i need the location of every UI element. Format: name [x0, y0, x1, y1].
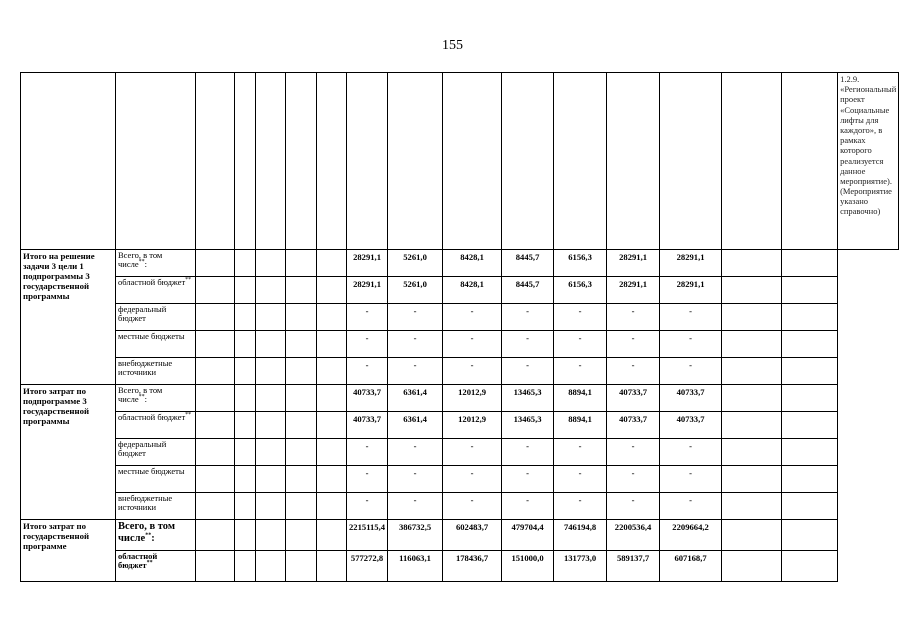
funding-source: [116, 520, 196, 551]
value-cell: -: [347, 466, 388, 493]
empty-cell: [317, 493, 347, 520]
empty-cell: [256, 439, 286, 466]
funding-source-suffix: :: [144, 394, 147, 405]
empty-cell: [782, 250, 838, 277]
empty-cell: [782, 439, 838, 466]
value-cell: 8445,7: [502, 250, 554, 277]
section-title: Итого на решение задачи 3 цели 1 подпрограммы 3 государственной программы: [21, 250, 116, 385]
table-row: [21, 250, 899, 277]
empty-cell: [782, 385, 838, 412]
value-cell: 602483,7: [443, 520, 502, 551]
value-cell: 2215115,4: [347, 520, 388, 551]
empty-cell: [256, 466, 286, 493]
empty-cell: [256, 331, 286, 358]
empty-cell: [388, 73, 443, 250]
empty-cell: [256, 73, 286, 250]
value-cell: -: [388, 466, 443, 493]
value-cell: -: [607, 304, 660, 331]
funding-source-label: областной бюджет: [118, 551, 158, 571]
funding-source: [116, 412, 196, 439]
funding-source-label: федеральный бюджет: [118, 439, 167, 459]
value-cell: 28291,1: [607, 277, 660, 304]
value-cell: 6361,4: [388, 412, 443, 439]
empty-cell: [235, 358, 256, 385]
value-cell: -: [607, 439, 660, 466]
value-cell: -: [388, 358, 443, 385]
value-cell: -: [443, 439, 502, 466]
funding-source: [116, 493, 196, 520]
value-cell: 28291,1: [660, 277, 722, 304]
value-cell: -: [607, 358, 660, 385]
value-cell: -: [443, 466, 502, 493]
value-cell: 589137,7: [607, 551, 660, 582]
empty-cell: [196, 358, 235, 385]
empty-cell: [782, 331, 838, 358]
empty-cell: [256, 250, 286, 277]
empty-cell: [317, 304, 347, 331]
empty-cell: [286, 466, 317, 493]
funding-source: [116, 551, 196, 582]
value-cell: -: [660, 466, 722, 493]
budget-table: [20, 72, 899, 582]
empty-cell: [286, 250, 317, 277]
value-cell: -: [443, 304, 502, 331]
empty-cell: [782, 73, 838, 250]
funding-source-label: областной бюджет: [118, 412, 186, 422]
value-cell: 28291,1: [660, 250, 722, 277]
funding-source-label: местные бюджеты: [118, 466, 185, 476]
empty-cell: [286, 331, 317, 358]
empty-cell: [235, 385, 256, 412]
empty-cell: [443, 73, 502, 250]
value-cell: -: [347, 304, 388, 331]
value-cell: 28291,1: [347, 250, 388, 277]
value-cell: -: [388, 439, 443, 466]
empty-cell: [722, 466, 782, 493]
table-row: [21, 551, 899, 582]
empty-cell: [196, 439, 235, 466]
funding-source-label: внебюджетные источники: [118, 493, 173, 513]
empty-cell: [722, 331, 782, 358]
empty-cell: [196, 520, 235, 551]
value-cell: -: [443, 331, 502, 358]
value-cell: 8894,1: [554, 412, 607, 439]
value-cell: 5261,0: [388, 250, 443, 277]
empty-cell: [256, 520, 286, 551]
funding-source: [116, 250, 196, 277]
empty-cell: [782, 358, 838, 385]
empty-cell: [286, 412, 317, 439]
empty-cell: [317, 439, 347, 466]
empty-cell: [196, 412, 235, 439]
value-cell: 479704,4: [502, 520, 554, 551]
value-cell: 40733,7: [660, 412, 722, 439]
value-cell: 6361,4: [388, 385, 443, 412]
value-cell: 116063,1: [388, 551, 443, 582]
empty-cell: [722, 304, 782, 331]
empty-cell: [317, 250, 347, 277]
value-cell: -: [443, 493, 502, 520]
value-cell: -: [660, 358, 722, 385]
value-cell: 2209664,2: [660, 520, 722, 551]
empty-cell: [722, 551, 782, 582]
value-cell: 13465,3: [502, 385, 554, 412]
empty-cell: [722, 520, 782, 551]
empty-cell: [235, 331, 256, 358]
empty-cell: [607, 73, 660, 250]
value-cell: -: [554, 304, 607, 331]
value-cell: -: [347, 358, 388, 385]
value-cell: -: [502, 358, 554, 385]
value-cell: -: [554, 439, 607, 466]
note-cell: 1.2.9. «Региональный проект «Социальные лифты для каждого», в рамках которого реализуется данное мероприятие). (Мероприятие указано справочно): [838, 73, 899, 250]
funding-source-label: местные бюджеты: [118, 331, 185, 341]
empty-cell: [235, 304, 256, 331]
empty-cell: [782, 466, 838, 493]
value-cell: 8428,1: [443, 277, 502, 304]
value-cell: 28291,1: [347, 277, 388, 304]
empty-cell: [722, 358, 782, 385]
empty-cell: [235, 551, 256, 582]
empty-cell: [21, 73, 116, 250]
empty-cell: [196, 466, 235, 493]
value-cell: 151000,0: [502, 551, 554, 582]
value-cell: -: [388, 304, 443, 331]
empty-cell: [235, 439, 256, 466]
funding-source: [116, 358, 196, 385]
value-cell: 6156,3: [554, 277, 607, 304]
empty-cell: [347, 73, 388, 250]
empty-cell: [286, 551, 317, 582]
value-cell: 5261,0: [388, 277, 443, 304]
empty-cell: [317, 331, 347, 358]
value-cell: 8445,7: [502, 277, 554, 304]
empty-cell: [722, 73, 782, 250]
value-cell: 607168,7: [660, 551, 722, 582]
value-cell: 386732,5: [388, 520, 443, 551]
empty-cell: [196, 551, 235, 582]
empty-cell: [722, 493, 782, 520]
empty-cell: [782, 520, 838, 551]
value-cell: -: [347, 493, 388, 520]
value-cell: 2200536,4: [607, 520, 660, 551]
empty-cell: [722, 412, 782, 439]
value-cell: 40733,7: [660, 385, 722, 412]
empty-cell: [317, 520, 347, 551]
value-cell: -: [607, 331, 660, 358]
empty-cell: [256, 304, 286, 331]
value-cell: -: [660, 331, 722, 358]
empty-cell: [502, 73, 554, 250]
funding-source-label: Всего, в том числе: [118, 521, 175, 545]
footnote-mark: **: [138, 259, 145, 266]
footnote-mark: **: [185, 412, 192, 419]
funding-source-label: внебюджетные источники: [118, 358, 173, 378]
value-cell: -: [502, 439, 554, 466]
table-row: [21, 439, 899, 466]
footnote-mark: **: [138, 394, 145, 401]
value-cell: 8894,1: [554, 385, 607, 412]
empty-cell: [256, 385, 286, 412]
continuation-row: [21, 73, 899, 250]
funding-source-label: областной бюджет: [118, 277, 186, 287]
funding-source-label: Всего, в том числе: [118, 250, 163, 270]
table-row: [21, 358, 899, 385]
value-cell: 40733,7: [347, 412, 388, 439]
value-cell: -: [554, 493, 607, 520]
empty-cell: [722, 385, 782, 412]
empty-cell: [286, 493, 317, 520]
empty-cell: [286, 520, 317, 551]
empty-cell: [722, 439, 782, 466]
value-cell: -: [443, 358, 502, 385]
funding-source-suffix: :: [151, 533, 155, 545]
empty-cell: [235, 493, 256, 520]
empty-cell: [317, 551, 347, 582]
table-row: [21, 385, 899, 412]
value-cell: 178436,7: [443, 551, 502, 582]
empty-cell: [235, 520, 256, 551]
value-cell: 131773,0: [554, 551, 607, 582]
value-cell: 40733,7: [607, 385, 660, 412]
empty-cell: [317, 385, 347, 412]
value-cell: 28291,1: [607, 250, 660, 277]
value-cell: -: [660, 439, 722, 466]
empty-cell: [256, 551, 286, 582]
value-cell: -: [554, 358, 607, 385]
value-cell: 12012,9: [443, 412, 502, 439]
funding-source-label: Всего, в том числе: [118, 385, 163, 405]
empty-cell: [196, 493, 235, 520]
value-cell: -: [660, 493, 722, 520]
empty-cell: [782, 412, 838, 439]
empty-cell: [317, 466, 347, 493]
empty-cell: [235, 250, 256, 277]
value-cell: -: [388, 331, 443, 358]
empty-cell: [235, 277, 256, 304]
section-title: Итого затрат по государственной программе: [21, 520, 116, 582]
empty-cell: [554, 73, 607, 250]
value-cell: 40733,7: [607, 412, 660, 439]
empty-cell: [235, 73, 256, 250]
empty-cell: [196, 73, 235, 250]
empty-cell: [286, 304, 317, 331]
funding-source-suffix: :: [144, 259, 147, 270]
value-cell: -: [502, 466, 554, 493]
empty-cell: [196, 385, 235, 412]
empty-cell: [286, 358, 317, 385]
empty-cell: [782, 277, 838, 304]
value-cell: -: [554, 466, 607, 493]
value-cell: -: [502, 304, 554, 331]
table-row: [21, 412, 899, 439]
table-row: [21, 277, 899, 304]
empty-cell: [660, 73, 722, 250]
funding-source: [116, 439, 196, 466]
value-cell: -: [502, 493, 554, 520]
value-cell: 577272,8: [347, 551, 388, 582]
table-row: [21, 493, 899, 520]
funding-source: [116, 304, 196, 331]
empty-cell: [317, 277, 347, 304]
value-cell: -: [347, 331, 388, 358]
empty-cell: [196, 250, 235, 277]
value-cell: -: [607, 493, 660, 520]
value-cell: 746194,8: [554, 520, 607, 551]
value-cell: -: [607, 466, 660, 493]
empty-cell: [196, 331, 235, 358]
empty-cell: [286, 439, 317, 466]
value-cell: -: [502, 331, 554, 358]
funding-source-label: федеральный бюджет: [118, 304, 167, 324]
empty-cell: [782, 551, 838, 582]
section-title: Итого затрат по подпрограмме 3 государственной программы: [21, 385, 116, 520]
value-cell: 6156,3: [554, 250, 607, 277]
page-number: 155: [442, 38, 463, 53]
empty-cell: [235, 466, 256, 493]
funding-source: [116, 331, 196, 358]
footnote-mark: **: [146, 560, 153, 567]
empty-cell: [116, 73, 196, 250]
empty-cell: [286, 73, 317, 250]
empty-cell: [286, 385, 317, 412]
footnote-mark: **: [145, 532, 152, 539]
value-cell: -: [554, 331, 607, 358]
empty-cell: [235, 412, 256, 439]
empty-cell: [256, 412, 286, 439]
funding-source: [116, 277, 196, 304]
table-row: [21, 331, 899, 358]
empty-cell: [782, 304, 838, 331]
empty-cell: [722, 250, 782, 277]
value-cell: 40733,7: [347, 385, 388, 412]
table-row: [21, 466, 899, 493]
empty-cell: [256, 277, 286, 304]
value-cell: -: [660, 304, 722, 331]
value-cell: 12012,9: [443, 385, 502, 412]
funding-source: [116, 466, 196, 493]
empty-cell: [256, 358, 286, 385]
value-cell: -: [388, 493, 443, 520]
empty-cell: [317, 73, 347, 250]
empty-cell: [196, 304, 235, 331]
funding-source: [116, 385, 196, 412]
empty-cell: [196, 277, 235, 304]
empty-cell: [317, 358, 347, 385]
empty-cell: [317, 412, 347, 439]
table-row: [21, 304, 899, 331]
value-cell: -: [347, 439, 388, 466]
empty-cell: [286, 277, 317, 304]
empty-cell: [722, 277, 782, 304]
footnote-mark: **: [185, 277, 192, 284]
empty-cell: [782, 493, 838, 520]
value-cell: 8428,1: [443, 250, 502, 277]
value-cell: 13465,3: [502, 412, 554, 439]
table-row: [21, 520, 899, 551]
empty-cell: [256, 493, 286, 520]
